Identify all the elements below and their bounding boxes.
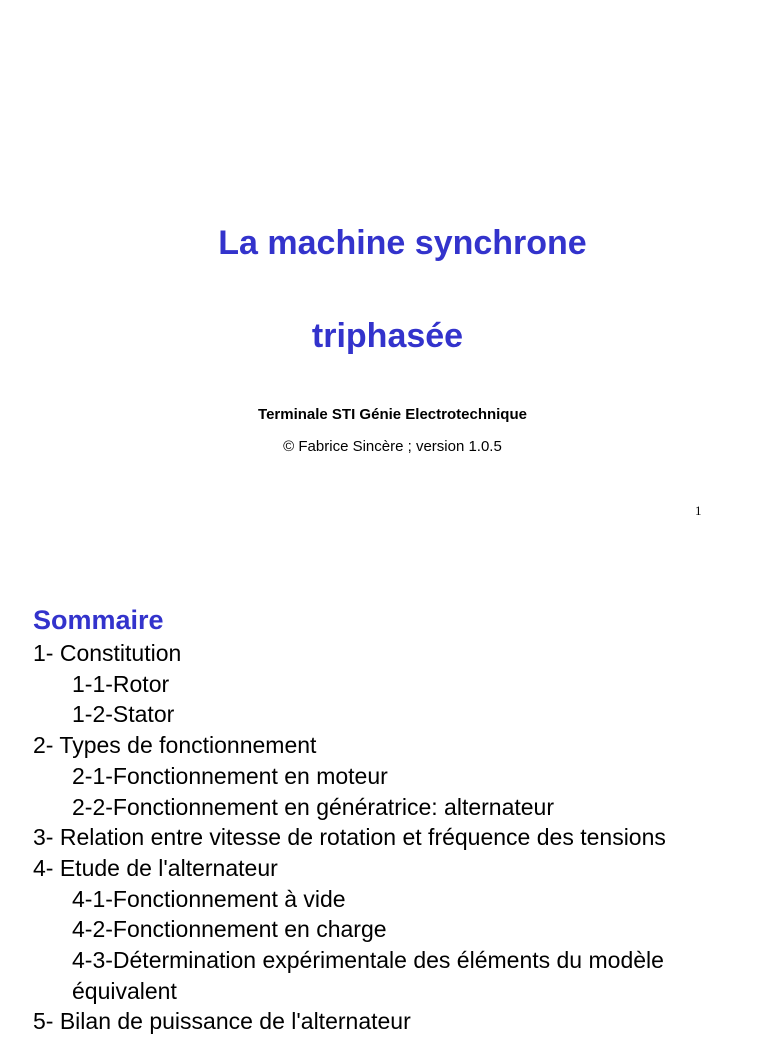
summary-heading: Sommaire	[33, 605, 164, 635]
summary-item: 4-1-Fonctionnement à vide	[72, 885, 346, 912]
summary-item: 3- Relation entre vitesse de rotation et fréquence des tensions	[33, 824, 666, 851]
summary-item: 4- Etude de l'alternateur	[33, 854, 278, 881]
slide-title-line-1: La machine synchrone	[218, 224, 587, 262]
summary-item: 2-1-Fonctionnement en moteur	[72, 762, 388, 789]
author-copyright: © Fabrice Sincère ; version 1.0.5	[283, 438, 502, 455]
summary-item: 4-3-Détermination expérimentale des éléments du modèle équivalent	[72, 947, 664, 1004]
slide-title-line-2: triphasée	[311, 317, 464, 355]
summary-item: 4-2-Fonctionnement en charge	[72, 916, 387, 943]
summary-item: 2- Types de fonctionnement	[33, 732, 317, 759]
summary-list	[33, 638, 753, 1037]
summary-item: 1-1-Rotor	[72, 670, 170, 697]
course-subtitle: Terminale STI Génie Electrotechnique	[258, 406, 527, 423]
summary-item: 5- Bilan de puissance de l'alternateur	[33, 1008, 411, 1035]
summary-item: 2-2-Fonctionnement en génératrice: alternateur	[72, 793, 555, 820]
summary-item: 1-2-Stator	[72, 701, 175, 728]
summary-item: 1- Constitution	[33, 640, 182, 666]
page-number: 1	[695, 503, 702, 518]
